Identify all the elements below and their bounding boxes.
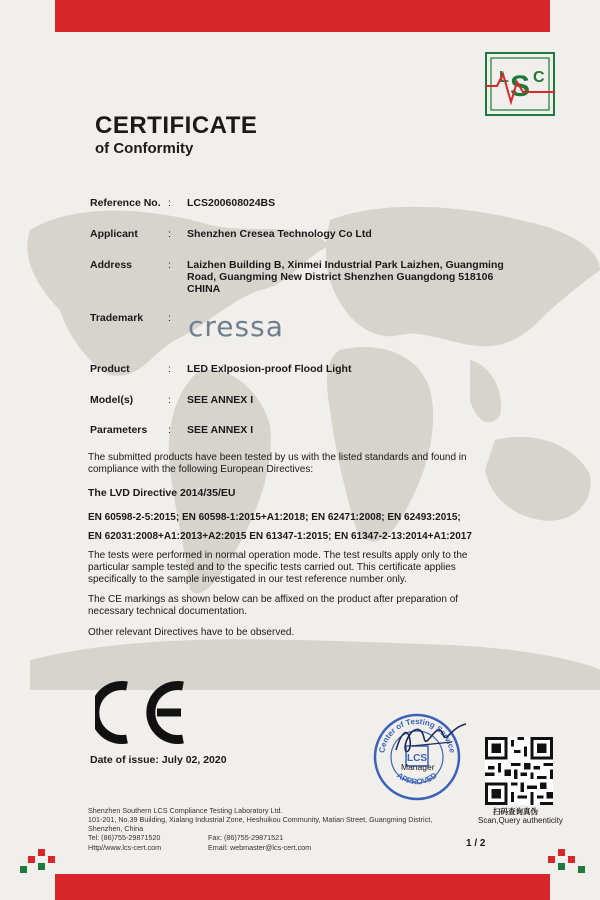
standards-line-2: EN 62031:2008+A1:2013+A2:2015 EN 61347-1:2015; EN 61347-2-13:2014+A1:2017 — [88, 531, 472, 542]
lab-address-2: Shenzhen, China — [88, 824, 144, 833]
reference-label: Reference No. — [90, 197, 161, 209]
certificate-title: CERTIFICATE — [95, 112, 258, 139]
tests-paragraph — [88, 550, 508, 586]
address-value — [187, 259, 517, 295]
trademark-label: Trademark — [90, 312, 144, 324]
parameters-label: Parameters — [90, 424, 148, 436]
applicant-label: Applicant — [90, 228, 138, 240]
ce-mark-icon — [95, 680, 195, 745]
compliance-line-2: compliance with the following European Directives: — [88, 464, 314, 475]
address-line-3: CHINA — [187, 283, 221, 295]
other-directives-note: Other relevant Directives have to be observed. — [88, 627, 295, 638]
manager-signature — [392, 720, 470, 760]
applicant-colon: : — [168, 228, 171, 240]
address-colon: : — [168, 259, 171, 271]
address-line-1: Laizhen Building B, Xinmei Industrial Park Laizhen, Guangming — [187, 259, 504, 271]
applicant-value: Shenzhen Cresea Technology Co Ltd — [187, 228, 372, 240]
lab-email[interactable]: Email: webmaster@lcs-cert.com — [208, 843, 312, 852]
stamp-top-text: Center of Testing Service — [377, 716, 457, 754]
reference-colon: : — [168, 197, 171, 209]
compliance-paragraph — [88, 452, 508, 476]
parameters-value: SEE ANNEX I — [187, 424, 254, 436]
models-colon: : — [168, 394, 171, 406]
compliance-line-1: The submitted products have been tested by us with the listed standards and found in — [88, 452, 467, 463]
svg-text:C: C — [533, 69, 545, 86]
svg-text:S: S — [509, 70, 531, 103]
qr-caption-cn: 扫码查询真伪 — [493, 807, 538, 816]
svg-text:APPROVED — [395, 771, 439, 787]
stamp-bottom-text: APPROVED — [395, 770, 439, 787]
date-of-issue: Date of issue: July 02, 2020 — [90, 754, 227, 766]
standards-list — [88, 508, 528, 546]
tests-line-2: particular sample tested and to the specific tests carried out. This certificate applies — [88, 562, 456, 573]
certificate-subtitle: of Conformity — [95, 140, 194, 157]
lab-name: Shenzhen Southern LCS Compliance Testing Laboratory Ltd. — [88, 806, 283, 815]
lab-fax: Fax: (86)755-29871521 — [208, 833, 284, 842]
product-value: LED Exlposion-proof Flood Light — [187, 363, 352, 375]
qr-caption-en: Scan,Query authenticity — [478, 816, 563, 825]
directive-name: The LVD Directive 2014/35/EU — [88, 487, 236, 499]
reference-value: LCS200608024BS — [187, 197, 276, 209]
cressa-trademark-logo — [188, 310, 298, 342]
product-label: Product — [90, 363, 130, 375]
models-label: Model(s) — [90, 394, 134, 406]
tests-line-3: specifically to the sample investigated in our test reference number only. — [88, 574, 407, 585]
qr-code-icon — [485, 737, 553, 805]
address-label: Address — [90, 259, 133, 271]
trademark-logo-text: cressa — [188, 310, 284, 342]
parameters-colon: : — [168, 424, 171, 436]
ce-marking-line-1: The CE markings as shown below can be affixed on the product after preparation of — [88, 594, 459, 605]
product-colon: : — [168, 363, 171, 375]
lab-tel: Tel: (86)755-29871520 — [88, 833, 161, 842]
bottom-red-band — [55, 874, 550, 900]
top-red-band — [55, 0, 550, 32]
lab-address-1: 101-201, No.39 Building, Xialang Industrial Zone, Heshuikou Community, Matian Street, Guangming District, — [88, 815, 433, 824]
standards-line-1: EN 60598-2-5:2015; EN 60598-1:2015+A1:2018; EN 62471:2008; EN 62493:2015; — [88, 512, 461, 523]
ce-marking-paragraph — [88, 594, 508, 618]
svg-text:L: L — [499, 69, 509, 86]
ce-marking-line-2: necessary technical documentation. — [88, 606, 247, 617]
lcs-logo-icon — [485, 52, 555, 116]
stamp-center-text: LCS — [407, 753, 427, 764]
trademark-colon: : — [168, 312, 171, 324]
tests-line-1: The tests were performed in normal operation mode. The test results apply only to the — [88, 550, 468, 561]
models-value: SEE ANNEX I — [187, 394, 254, 406]
lab-website[interactable]: Http//www.lcs-cert.com — [88, 843, 162, 852]
address-line-2: Road, Guangming New District Shenzhen Guangdong 518106 — [187, 271, 494, 283]
lab-footer — [88, 806, 432, 833]
manager-label: Manager — [401, 762, 435, 772]
page-number: 1 / 2 — [466, 838, 486, 849]
